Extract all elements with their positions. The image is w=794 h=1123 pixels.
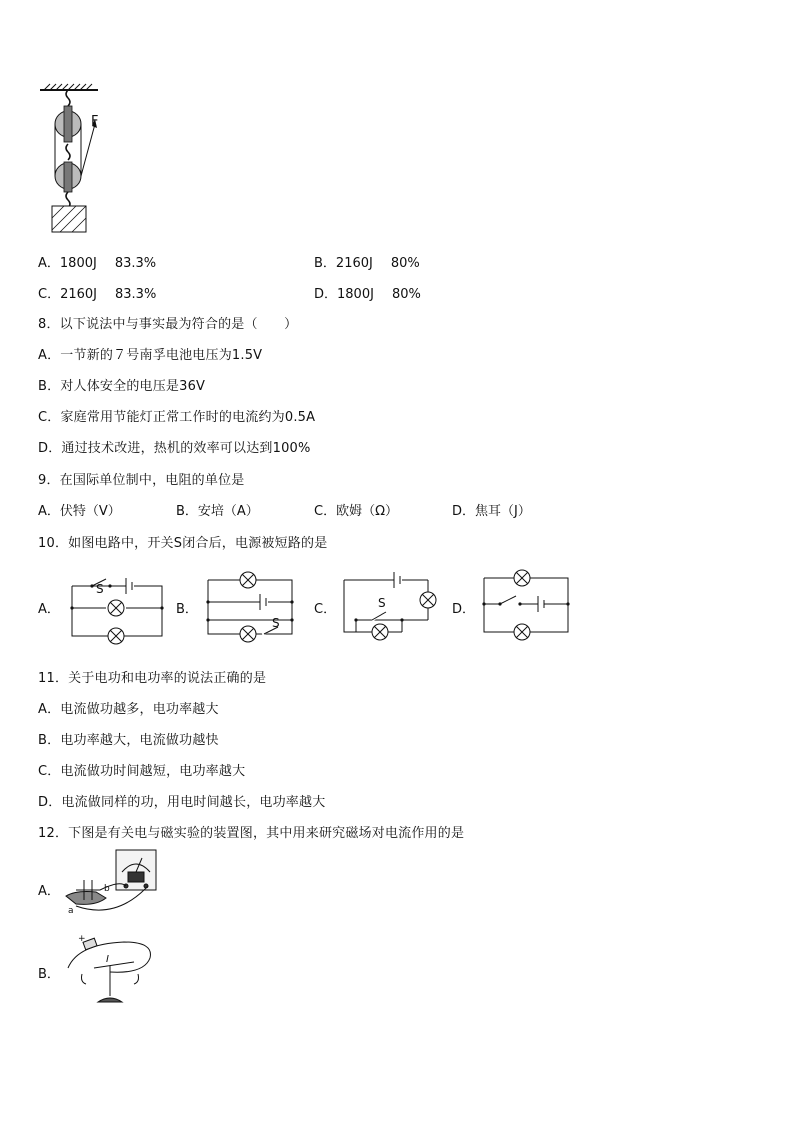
q7-option-b[interactable]: B．2160J 80% <box>314 256 420 271</box>
q10-option-a-letter[interactable]: A． <box>38 602 60 617</box>
q8-option-a[interactable]: A．一节新的７号南孚电池电压为1.5V <box>38 348 263 363</box>
q11-option-a[interactable]: A．电流做功越多，电功率越大 <box>38 702 219 717</box>
q11-option-b[interactable]: B．电功率越大，电流做功越快 <box>38 733 219 748</box>
q7-option-c[interactable]: C．2160J 83.3% <box>38 287 157 302</box>
q9-option-a[interactable]: A．伏特（V） <box>38 504 121 519</box>
q8-option-c[interactable]: C．家庭常用节能灯正常工作时的电流约为0.5A <box>38 410 316 425</box>
circuit-a-switch-label: S <box>96 582 104 596</box>
q9-option-d[interactable]: D．焦耳（J） <box>452 504 531 519</box>
circuit-b[interactable] <box>206 570 294 646</box>
circuit-b-switch-label: S <box>272 616 280 630</box>
q7-option-a[interactable]: A．1800J 83.3% <box>38 256 157 271</box>
fig-b-label-current: I <box>106 954 109 965</box>
pulley-figure <box>38 84 108 234</box>
q12-stem: 12．下图是有关电与磁实验的装置图，其中用来研究磁场对电流作用的是 <box>38 826 465 841</box>
q8-stem: 8．以下说法中与事实最为符合的是（ ） <box>38 317 298 332</box>
q9-option-c[interactable]: C．欧姆（Ω） <box>314 504 399 519</box>
q10-stem: 10．如图电路中，开关S闭合后，电源被短路的是 <box>38 536 328 551</box>
galvanometer-apparatus-figure[interactable] <box>62 846 162 918</box>
q12-option-a-letter[interactable]: A． <box>38 884 60 899</box>
q10-option-d-letter[interactable]: D． <box>452 602 476 617</box>
fig-a-label-a: a <box>68 906 74 916</box>
q11-option-c[interactable]: C．电流做功时间越短，电功率越大 <box>38 764 246 779</box>
q11-option-d[interactable]: D．电流做同样的功，用电时间越长，电功率越大 <box>38 795 326 810</box>
circuit-c-switch-label: S <box>378 596 386 610</box>
circuit-d[interactable] <box>482 568 572 644</box>
oersted-apparatus-figure[interactable] <box>64 934 160 1008</box>
q11-stem: 11．关于电功和电功率的说法正确的是 <box>38 671 267 686</box>
circuit-a[interactable] <box>70 574 166 646</box>
q7-option-d[interactable]: D．1800J 80% <box>314 287 421 302</box>
q10-option-b-letter[interactable]: B． <box>176 602 198 617</box>
fig-a-label-b: b <box>104 884 110 894</box>
fig-b-label-plus: + <box>78 934 86 944</box>
q12-option-b-letter[interactable]: B． <box>38 967 60 982</box>
q9-stem: 9．在国际单位制中，电阻的单位是 <box>38 473 245 488</box>
q8-option-d[interactable]: D．通过技术改进，热机的效率可以达到100% <box>38 441 311 456</box>
q8-option-b[interactable]: B．对人体安全的电压是36V <box>38 379 206 394</box>
q9-option-b[interactable]: B．安培（A） <box>176 504 259 519</box>
force-label: F <box>91 114 99 129</box>
q10-option-c-letter[interactable]: C． <box>314 602 337 617</box>
circuit-c[interactable] <box>342 570 438 648</box>
